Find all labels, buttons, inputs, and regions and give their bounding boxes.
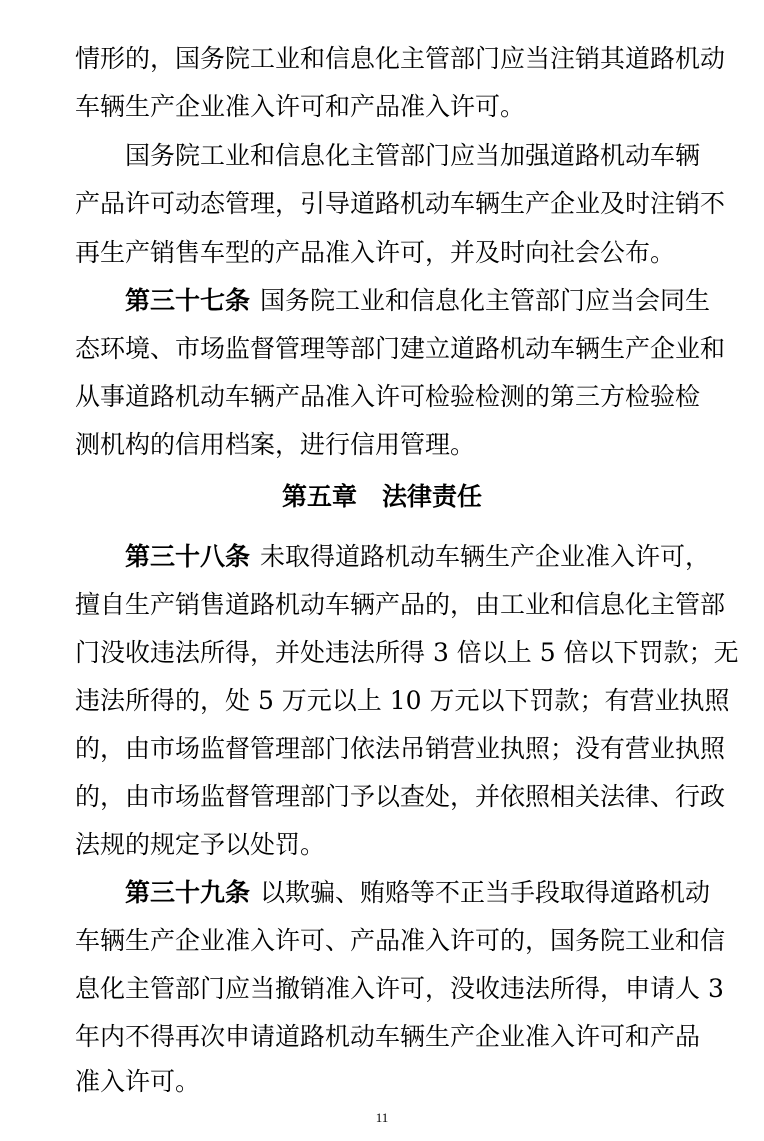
paragraph-line: 情形的，国务院工业和信息化主管部门应当注销其道路机动 bbox=[75, 44, 726, 73]
article-37-first-line bbox=[125, 284, 711, 318]
paragraph-line: 的，由市场监督管理部门予以查处，并依照相关法律、行政 bbox=[75, 782, 726, 811]
paragraph-line: 的，由市场监督管理部门依法吊销营业执照；没有营业执照 bbox=[75, 734, 726, 763]
paragraph-line: 息化主管部门应当撤销准入许可，没收违法所得，申请人 3 bbox=[75, 974, 724, 1003]
article-39-first-line bbox=[125, 876, 711, 910]
article-38-text: 未取得道路机动车辆生产企业准入许可， bbox=[260, 542, 711, 571]
article-38-first-line bbox=[125, 540, 711, 574]
article-37-label: 第三十七条 bbox=[125, 286, 251, 315]
paragraph-line: 国务院工业和信息化主管部门应当加强道路机动车辆 bbox=[125, 141, 701, 170]
paragraph-line: 擅自生产销售道路机动车辆产品的，由工业和信息化主管部 bbox=[75, 590, 726, 619]
article-39-text: 以欺骗、贿赂等不正当手段取得道路机动 bbox=[260, 878, 711, 907]
page-number: 11 bbox=[375, 1110, 389, 1125]
article-37-text: 国务院工业和信息化主管部门应当会同生 bbox=[260, 286, 711, 315]
article-38-label: 第三十八条 bbox=[125, 542, 251, 571]
paragraph-line: 年内不得再次申请道路机动车辆生产企业准入许可和产品 bbox=[75, 1022, 701, 1051]
paragraph-line: 测机构的信用档案，进行信用管理。 bbox=[75, 430, 476, 459]
paragraph-line: 准入许可。 bbox=[75, 1067, 201, 1096]
paragraph-line: 违法所得的，处 5 万元以上 10 万元以下罚款；有营业执照 bbox=[75, 686, 730, 715]
paragraph-line: 门没收违法所得，并处违法所得 3 倍以上 5 倍以下罚款；无 bbox=[75, 638, 739, 667]
article-39-label: 第三十九条 bbox=[125, 878, 251, 907]
paragraph-line: 从事道路机动车辆产品准入许可检验检测的第三方检验检 bbox=[75, 382, 701, 411]
paragraph-line: 态环境、市场监督管理等部门建立道路机动车辆生产企业和 bbox=[75, 334, 726, 363]
paragraph-line: 再生产销售车型的产品准入许可，并及时向社会公布。 bbox=[75, 238, 676, 267]
paragraph-line: 车辆生产企业准入许可、产品准入许可的，国务院工业和信 bbox=[75, 926, 726, 955]
paragraph-line: 产品许可动态管理，引导道路机动车辆生产企业及时注销不 bbox=[75, 189, 726, 218]
chapter-heading: 第五章 法律责任 bbox=[281, 482, 482, 511]
paragraph-line: 车辆生产企业准入许可和产品准入许可。 bbox=[75, 92, 526, 121]
paragraph-line: 法规的规定予以处罚。 bbox=[75, 830, 326, 859]
